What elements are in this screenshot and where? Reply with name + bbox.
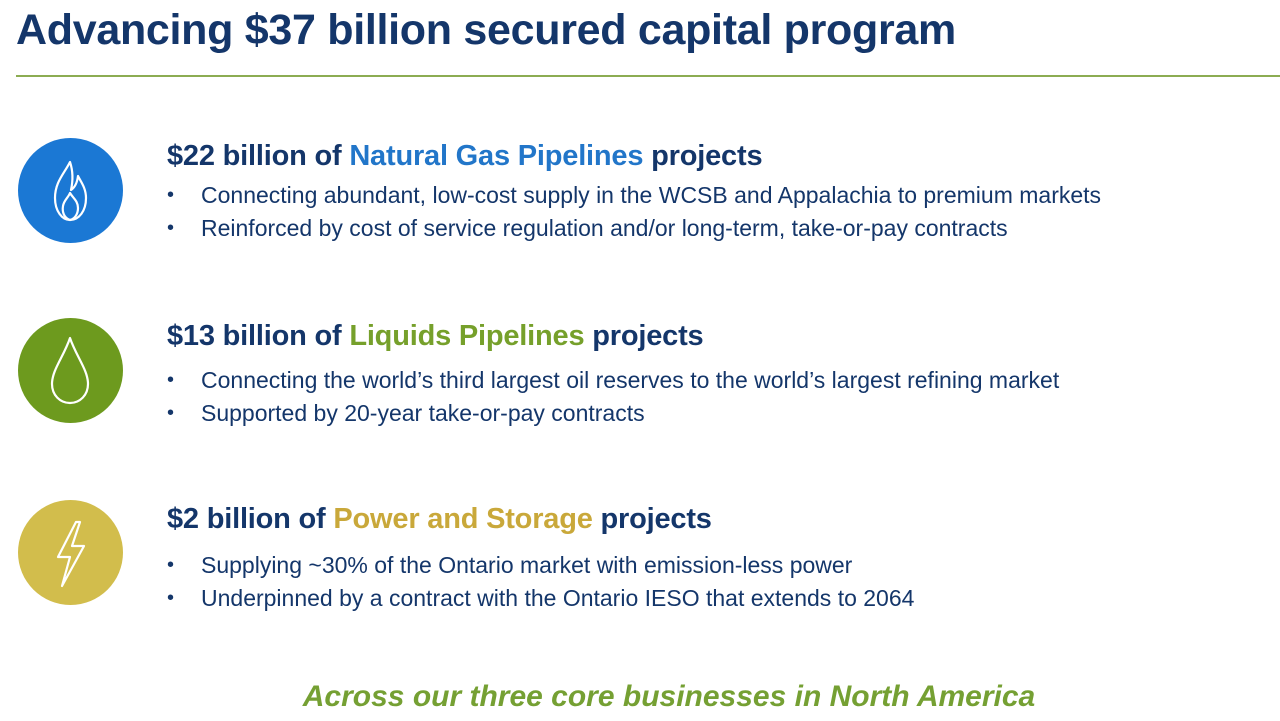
power-bullets (167, 549, 914, 615)
liquids-amount: $13 billion of (167, 320, 342, 352)
bullet-item: • Reinforced by cost of service regulation and/or long-term, take-or-pay contracts (167, 212, 1101, 245)
natural-gas-bullets (167, 179, 1101, 245)
power-segment: Power and Storage (333, 503, 593, 535)
liquids-heading (167, 320, 703, 353)
liquids-suffix: projects (592, 320, 704, 352)
bullet-item: • Underpinned by a contract with the Ontario IESO that extends to 2064 (167, 582, 914, 615)
liquids-section (0, 318, 1280, 448)
natural-gas-amount: $22 billion of (167, 140, 342, 172)
title-divider (16, 75, 1280, 77)
bullet-item: • Supported by 20-year take-or-pay contracts (167, 397, 1059, 430)
page-title: Advancing $37 billion secured capital program (16, 6, 956, 54)
bullet-item: • Connecting abundant, low-cost supply in the WCSB and Appalachia to premium markets (167, 179, 1101, 212)
droplet-icon (18, 318, 123, 423)
bullet-item: • Supplying ~30% of the Ontario market with emission-less power (167, 549, 914, 582)
natural-gas-suffix: projects (651, 140, 763, 172)
lightning-bolt-icon (18, 500, 123, 605)
bullet-item: • Connecting the world’s third largest oil reserves to the world’s largest refining market (167, 364, 1059, 397)
power-heading (167, 503, 712, 536)
natural-gas-section (0, 138, 1280, 268)
natural-gas-heading (167, 140, 762, 173)
liquids-bullets (167, 364, 1059, 430)
flame-icon (18, 138, 123, 243)
natural-gas-segment: Natural Gas Pipelines (349, 140, 644, 172)
liquids-segment: Liquids Pipelines (349, 320, 585, 352)
footer-tagline: Across our three core businesses in North America (302, 680, 1036, 713)
power-suffix: projects (600, 503, 712, 535)
power-section (0, 500, 1280, 630)
power-amount: $2 billion of (167, 503, 326, 535)
